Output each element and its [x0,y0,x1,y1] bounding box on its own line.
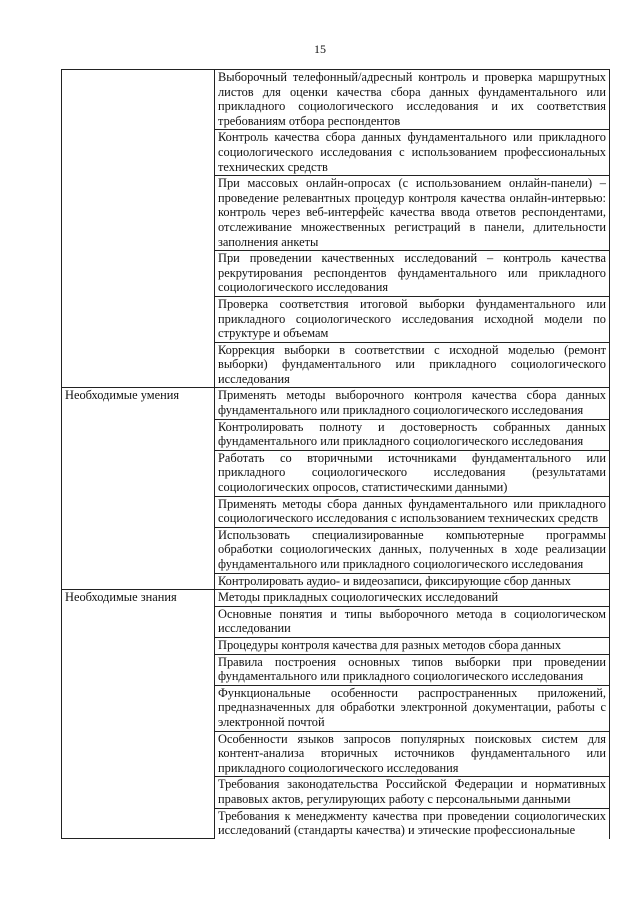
table-cell: Коррекция выборки в соответствии с исходной моделью (ремонт выборки) фундаментального или прикладного социологического исследования [215,342,610,388]
table-cell: Требования к менеджменту качества при проведении социологических исследований (стандарты качества) и этические профессиональные [215,808,610,839]
table-row [62,388,610,419]
table-cell: Основные понятия и типы выборочного метода в социологическом исследовании [215,606,610,637]
table-cell: Контроль качества сбора данных фундаментального или прикладного социологического исследования с использованием профессиональных технических средств [215,130,610,176]
table-cell: Требования законодательства Российской Федерации и нормативных правовых актов, регулирующих работу с персональными данными [215,777,610,808]
table-cell: Особенности языков запросов популярных поисковых систем для контент-анализа вторичных источников фундаментального или прикладного социологического исследования [215,731,610,777]
row-label [62,70,215,388]
knowledge-label: Необходимые знания [62,590,215,839]
page-number: 15 [314,42,326,56]
table-cell: Применять методы выборочного контроля качества сбора данных фундаментального или прикладного социологического исследования [215,388,610,419]
table-row [62,70,610,130]
table-cell: Проверка соответствия итоговой выборки фундаментального или прикладного социологического исследования исходной модели по структуре и объемам [215,296,610,342]
table-cell: Работать со вторичными источниками фундаментального или прикладного социологического исследования (результатами социологических опросов, статистическими данными) [215,450,610,496]
table-row [62,590,610,607]
table-cell: При массовых онлайн-опросах (с использованием онлайн-панели) – проведение релевантных процедур контроля качества онлайн-интервью: контроль через веб-интерфейс качества ввода ответов респондентами, отслеживание множественных регистраций в панели, длительности заполнения анкеты [215,176,610,251]
table-cell: Правила построения основных типов выборки при проведении фундаментального или прикладного социологического исследования [215,654,610,685]
table-cell: При проведении качественных исследований – контроль качества рекрутирования респондентов фундаментального или прикладного социологического исследования [215,251,610,297]
table-cell: Контролировать полноту и достоверность собранных данных фундаментального или прикладного социологического исследования [215,419,610,450]
table-cell: Использовать специализированные компьютерные программы обработки социологических данных, полученных в ходе реализации фундаментального или прикладного социологического исследования [215,527,610,573]
table-cell: Контролировать аудио- и видеозаписи, фиксирующие сбор данных [215,573,610,590]
table-cell: Процедуры контроля качества для разных методов сбора данных [215,637,610,654]
skills-label: Необходимые умения [62,388,215,590]
table-cell: Методы прикладных социологических исследований [215,590,610,607]
table-cell: Применять методы сбора данных фундаментального или прикладного социологического исследования с использованием технических средств [215,496,610,527]
table-cell: Выборочный телефонный/адресный контроль и проверка маршрутных листов для оценки качества сбора данных фундаментального или прикладного социологического исследования и их соответствия требованиям отбора респондентов [215,70,610,130]
competency-table [61,69,610,839]
table-cell: Функциональные особенности распространенных приложений, предназначенных для обработки электронной документации, работы с электронной почтой [215,685,610,731]
